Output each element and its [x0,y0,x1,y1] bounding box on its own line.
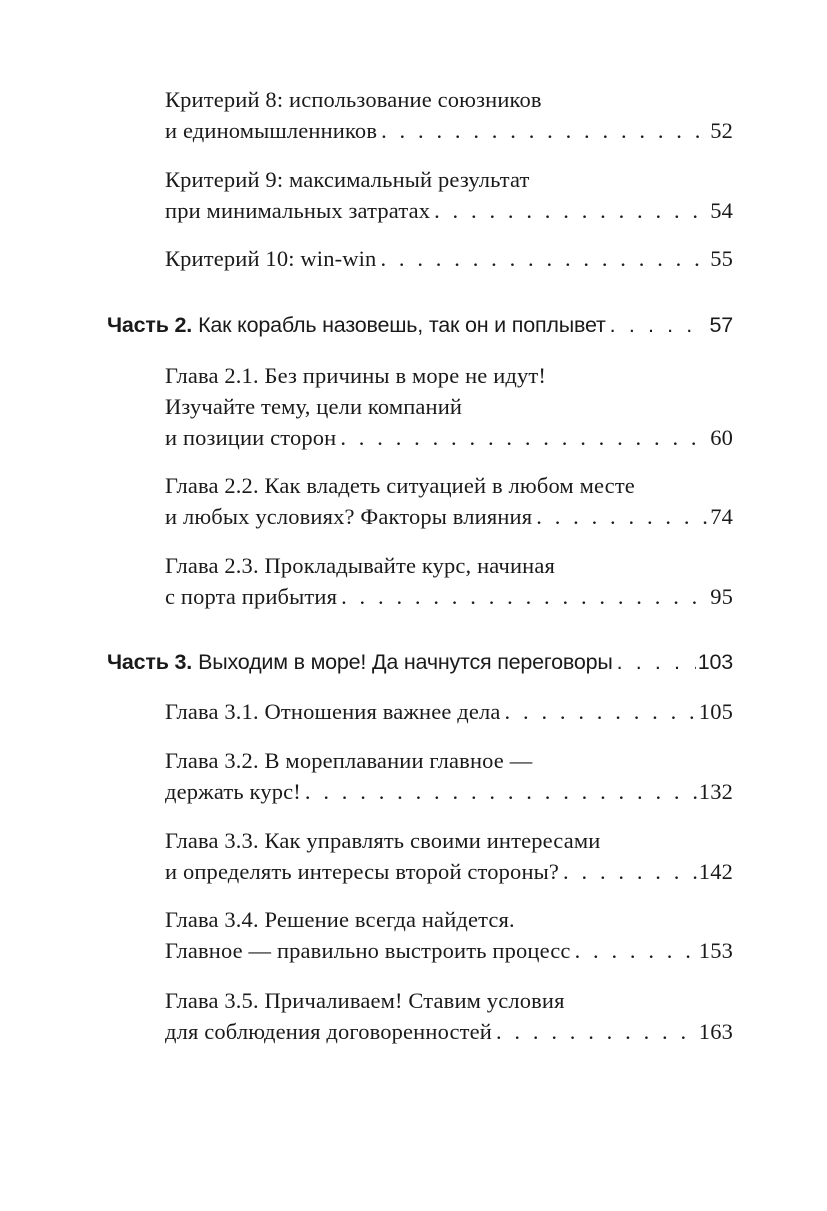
dot-leader [377,115,708,146]
dot-leader [532,501,708,532]
toc-part-3 [107,647,733,678]
toc-entry-criterion-8 [165,84,733,146]
page-number: 103 [697,650,733,674]
part-label: Часть 2. [107,313,193,337]
dot-leader [492,1016,697,1047]
toc-entry-line: Глава 2.3. Прокладывайте курс, начиная [165,553,556,578]
toc-entry-chapter-3-5 [165,985,733,1047]
toc-entry-chapter-3-4 [165,904,733,966]
page-number: 74 [710,504,733,529]
toc-entry-line: Глава 2.2. Как владеть ситуацией в любом месте [165,473,635,498]
page-number: 163 [698,1019,733,1044]
toc-entry-line: для соблюдения договоренностей [165,1019,492,1044]
dot-leader [571,935,697,966]
dot-leader [430,195,708,226]
toc-entry-chapter-3-3 [165,825,733,887]
page-number: 54 [710,198,733,223]
page-number: 52 [710,118,733,143]
toc-entry-line: Изучайте тему, цели компаний [165,394,463,419]
toc-entry-line: Критерий 8: использование союзников [165,87,542,112]
page-number: 55 [710,246,733,271]
toc-entry-line: Глава 3.3. Как управлять своими интересами [165,828,601,853]
toc-entry-chapter-2-3 [165,550,733,612]
dot-leader [559,856,697,887]
toc-entry-chapter-2-1 [165,360,733,453]
toc-entry-chapter-3-2 [165,745,733,807]
toc-entry-line: держать курс! [165,779,301,804]
page-number: 95 [710,584,733,609]
dot-leader [606,310,708,341]
toc-entry-chapter-3-1 [165,696,733,727]
toc-entry-line: Глава 2.1. Без причины в море не идут! [165,363,547,388]
part-label: Часть 3. [107,650,193,674]
toc-entry-line: Глава 3.1. Отношения важнее дела [165,699,501,724]
toc-entry-line: Глава 3.4. Решение всегда найдется. [165,907,515,932]
page-number: 142 [698,859,733,884]
toc-entry-line: и любых условиях? Факторы влияния [165,504,533,529]
toc-part-2 [107,310,733,341]
page-number: 132 [698,779,733,804]
dot-leader [336,422,708,453]
dot-leader [337,581,708,612]
part-title: Выходим в море! Да начнутся переговоры [198,650,613,674]
toc-entry-line: и позиции сторон [165,425,337,450]
toc-entry-line: Главное — правильно выстроить процесс [165,938,571,963]
toc-entry-line: при минимальных затратах [165,198,431,223]
part-title: Как корабль назовешь, так он и поплывет [198,313,606,337]
page-number: 105 [698,699,733,724]
toc-entry-line: и определять интересы второй стороны? [165,859,560,884]
toc-entry-criterion-10 [165,243,733,274]
page-number: 153 [698,938,733,963]
dot-leader [301,776,697,807]
toc-entry-line: с порта прибытия [165,584,338,609]
page-number: 60 [710,425,733,450]
toc-entry-line: Глава 3.5. Причаливаем! Ставим условия [165,988,565,1013]
toc-entry-chapter-2-2 [165,470,733,532]
toc-entry-line: Критерий 9: максимальный результат [165,167,530,192]
toc-entry-criterion-9 [165,164,733,226]
dot-leader [501,696,697,727]
toc-entry-line: Глава 3.2. В мореплавании главное — [165,748,533,773]
toc-entry-line: Критерий 10: win-win [165,246,377,271]
toc-entry-line: и единомышленников [165,118,378,143]
dot-leader [376,243,708,274]
page-number: 57 [709,313,733,337]
dot-leader [613,647,696,678]
